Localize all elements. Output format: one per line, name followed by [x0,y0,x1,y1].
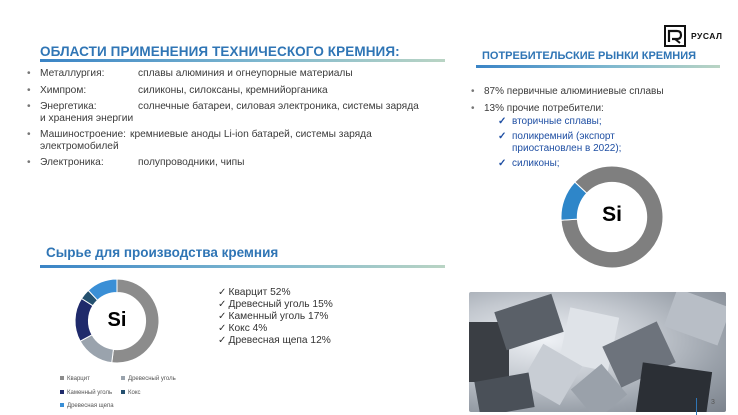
rusal-logo-icon [664,25,686,47]
list-item: ✓ Кварцит 52% [218,287,291,298]
rusal-logo [664,25,724,47]
list-item: • 13% прочие потребители: [471,103,604,114]
legend-swatch [60,376,64,380]
list-item: ✓ силиконы; [498,158,560,169]
applications-list [26,68,426,174]
list-item: • Машиностроение: кремниевые аноды Li-ion батарей, системы заряда электромобилей [27,129,372,152]
raw-underline [40,265,445,268]
list-item: • Химпром: силиконы, силоксаны, кремнийорганика [27,84,328,96]
legend-item: Каменный уголь [60,390,112,396]
list-item: • 87% первичные алюминиевые сплавы [471,86,664,97]
applications-title: ОБЛАСТИ ПРИМЕНЕНИЯ ТЕХНИЧЕСКОГО КРЕМНИЯ: [40,44,400,59]
raw-title: Сырье для производства кремния [46,245,279,260]
list-item: ✓ Древесная щепа 12% [218,335,331,346]
list-item: ✓ вторичные сплавы; [498,116,602,127]
markets-list [470,86,710,120]
markets-underline [476,65,720,68]
list-item: ✓ Древесный уголь 15% [218,299,333,310]
list-item: ✓ Каменный уголь 17% [218,311,329,322]
raw-donut-label: Si [107,309,127,331]
legend-item: Кварцит [60,376,90,382]
list-item: • Металлургия: сплавы алюминия и огнеупорные материалы [27,68,353,79]
markets-donut-label: Si [602,203,622,226]
list-item: ✓ Кокс 4% [218,323,268,334]
list-item: • Электроника: полупроводники, чипы [27,157,245,168]
legend-swatch [60,390,64,394]
legend-item: Древесная щепа [60,403,114,409]
raw-list [218,287,418,347]
donut-slice-каменный-уголь [75,298,93,341]
applications-underline [40,59,445,62]
list-item: • Энергетика: солнечные батареи, силовая электроника, системы заряда и хранения энергии [27,101,419,124]
legend-item: Кокс [121,390,141,396]
page-number: 3 [711,399,715,406]
legend-swatch [121,390,125,394]
corner-rule [696,398,697,415]
silicon-photo [469,292,726,412]
list-item: ✓ поликремний (экспорт приостановлен в 2022); [498,131,622,154]
legend-item: Древесный уголь [121,376,176,382]
logo-text: РУСАЛ [691,31,723,41]
legend-swatch [60,403,64,407]
markets-title: ПОТРЕБИТЕЛЬСКИЕ РЫНКИ КРЕМНИЯ [482,50,697,62]
legend-swatch [121,376,125,380]
